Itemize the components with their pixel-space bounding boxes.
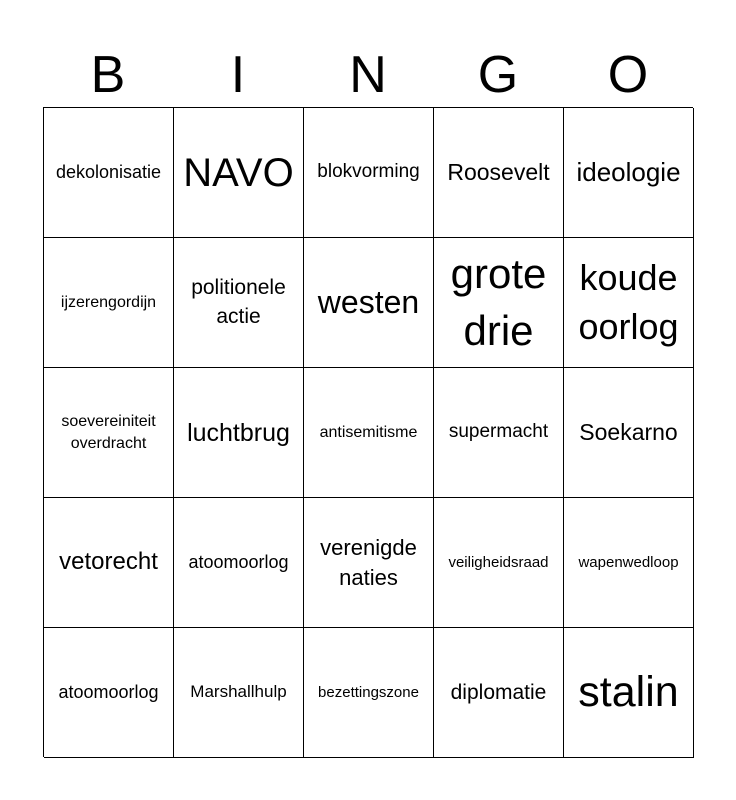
bingo-cell[interactable]: grote drie xyxy=(434,238,564,368)
bingo-cell[interactable]: ijzerengordijn xyxy=(44,238,174,368)
header-letter-i: I xyxy=(230,46,246,104)
bingo-cell[interactable]: Marshallhulp xyxy=(174,628,304,758)
bingo-cell[interactable]: luchtbrug xyxy=(174,368,304,498)
bingo-cell[interactable]: westen xyxy=(304,238,434,368)
bingo-cell[interactable]: vetorecht xyxy=(44,498,174,628)
bingo-cell[interactable]: NAVO xyxy=(174,108,304,238)
bingo-cell[interactable]: verenigde naties xyxy=(304,498,434,628)
bingo-cell[interactable]: bezettingszone xyxy=(304,628,434,758)
bingo-cell[interactable]: atoomoorlog xyxy=(44,628,174,758)
bingo-cell[interactable]: blokvorming xyxy=(304,108,434,238)
bingo-cell[interactable]: ideologie xyxy=(564,108,694,238)
bingo-cell[interactable]: diplomatie xyxy=(434,628,564,758)
bingo-cell[interactable]: stalin xyxy=(564,628,694,758)
bingo-cell[interactable]: koude oorlog xyxy=(564,238,694,368)
bingo-cell[interactable]: veiligheidsraad xyxy=(434,498,564,628)
header-letter-n: N xyxy=(349,46,387,104)
bingo-cell[interactable]: Soekarno xyxy=(564,368,694,498)
bingo-header xyxy=(43,44,693,106)
bingo-cell[interactable]: soevereiniteit overdracht xyxy=(44,368,174,498)
bingo-cell[interactable]: politionele actie xyxy=(174,238,304,368)
header-letter-b: B xyxy=(90,46,126,104)
header-letter-g: G xyxy=(477,46,519,104)
bingo-cell[interactable]: dekolonisatie xyxy=(44,108,174,238)
bingo-cell[interactable]: wapenwedloop xyxy=(564,498,694,628)
bingo-cell[interactable]: antisemitisme xyxy=(304,368,434,498)
bingo-cell[interactable]: atoomoorlog xyxy=(174,498,304,628)
bingo-cell[interactable]: Roosevelt xyxy=(434,108,564,238)
header-letter-o: O xyxy=(607,46,649,104)
bingo-card xyxy=(43,107,693,757)
bingo-cell[interactable]: supermacht xyxy=(434,368,564,498)
